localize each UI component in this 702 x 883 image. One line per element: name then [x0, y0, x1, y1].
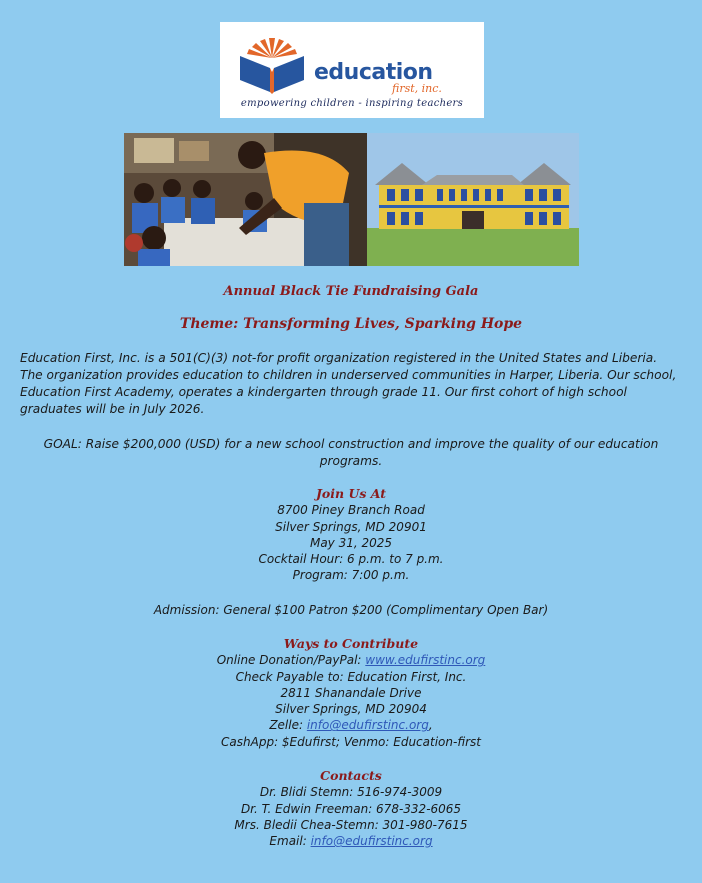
cashapp-venmo: CashApp: $Edufirst; Venmo: Education-first: [221, 734, 481, 749]
contact-person: Dr. T. Edwin Freeman: 678-332-6065: [240, 801, 462, 816]
contact-email-label: Email:: [269, 834, 311, 849]
website-link[interactable]: www.edufirstinc.org: [365, 653, 486, 668]
logo-box: [220, 22, 484, 118]
contact-person: Dr. Blidi Stemn: 516-974-3009: [259, 785, 443, 800]
about-paragraph: [20, 350, 684, 418]
goal-statement: [40, 436, 662, 470]
zelle-email-link[interactable]: info@edufirstinc.org: [306, 718, 429, 733]
event-theme: Theme: Transforming Lives, Sparking Hope: [179, 316, 523, 332]
classroom-photo: [124, 133, 367, 266]
contact-email-link[interactable]: info@edufirstinc.org: [310, 834, 433, 849]
mailing-city: Silver Springs, MD 20904: [275, 702, 427, 717]
goal-line: GOAL: Raise $200,000 (USD) for a new school construction and improve the quality of our education: [43, 437, 659, 451]
about-line: Education First, Inc. is a 501(C)(3) not-for profit organization registered in the United States and Liberia.: [20, 351, 658, 365]
contacts-section: [0, 768, 702, 849]
zelle-label: Zelle:: [269, 718, 307, 733]
join-heading: Join Us At: [316, 486, 386, 501]
mailing-street: 2811 Shanandale Drive: [280, 685, 422, 700]
logo-subtext: first, inc.: [392, 82, 442, 95]
school-building-rendering: [367, 133, 579, 266]
admission-text: Admission: General $100 Patron $200 (Complimentary Open Bar): [153, 603, 549, 617]
logo-book-sun-icon: [236, 32, 308, 94]
venue-address-street: 8700 Piney Branch Road: [277, 503, 425, 518]
contact-email: [0, 833, 702, 849]
join-section: [0, 486, 702, 584]
about-line: graduates will be in July 2026.: [20, 402, 205, 416]
about-line: Education First Academy, operates a kindergarten through grade 11. Our first cohort of high school: [20, 385, 627, 399]
contribute-heading: Ways to Contribute: [283, 636, 419, 651]
contribute-section: [0, 636, 702, 750]
admission-info: [0, 602, 702, 618]
zelle-suffix: ,: [428, 718, 433, 733]
logo-tagline: empowering children - inspiring teachers: [240, 98, 464, 109]
contact-person: Mrs. Bledii Chea-Stemn: 301-980-7615: [234, 817, 468, 832]
event-title: Annual Black Tie Fundraising Gala: [223, 284, 479, 299]
program-time: Program: 7:00 p.m.: [292, 568, 410, 583]
logo-wordmark: education: [314, 60, 433, 85]
goal-line: programs.: [319, 454, 383, 468]
venue-address-city: Silver Springs, MD 20901: [275, 519, 427, 534]
about-line: The organization provides education to children in underserved communities in Harper, Liberia. Our school,: [20, 368, 677, 382]
online-donation: [0, 652, 702, 668]
cocktail-hour: Cocktail Hour: 6 p.m. to 7 p.m.: [258, 552, 444, 567]
online-donation-label: Online Donation/PayPal:: [216, 653, 366, 668]
check-payable: Check Payable to: Education First, Inc.: [235, 669, 467, 684]
contacts-heading: Contacts: [320, 768, 382, 783]
zelle-info: [0, 717, 702, 733]
event-date: May 31, 2025: [309, 535, 393, 550]
